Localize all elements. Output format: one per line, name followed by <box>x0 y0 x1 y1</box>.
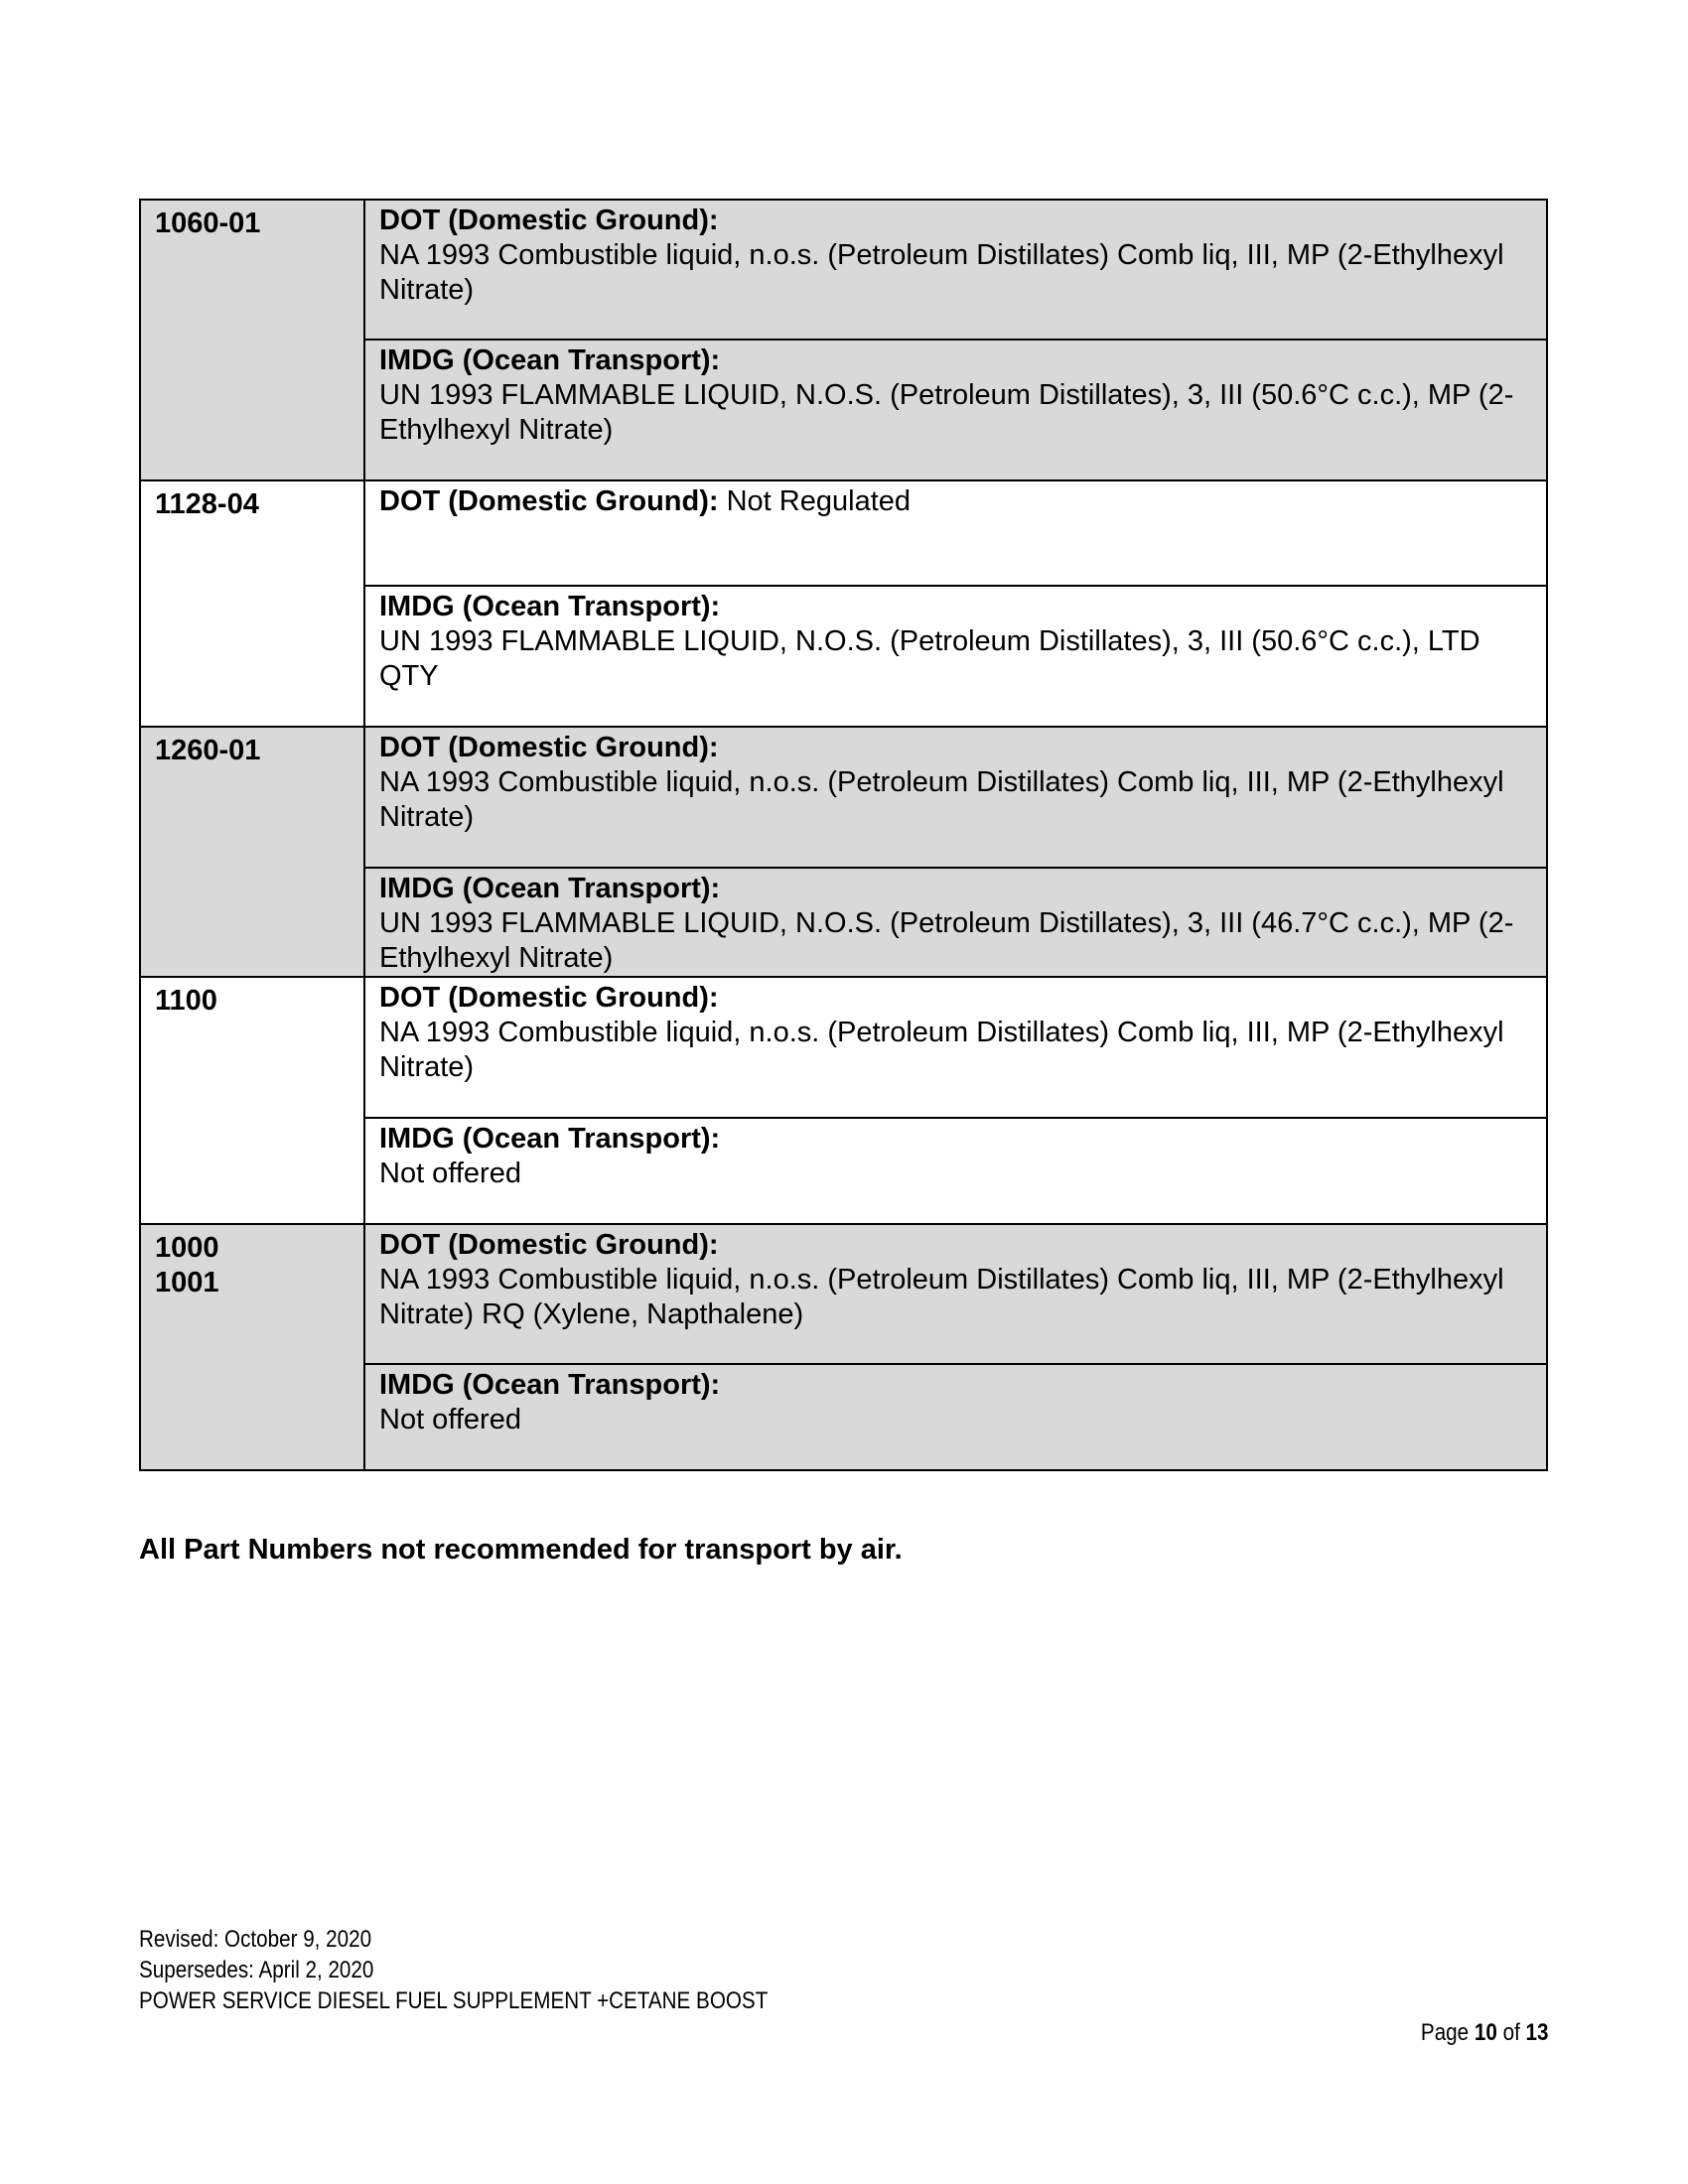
supersedes-date: Supersedes: April 2, 2020 <box>139 1957 374 1983</box>
dot-cell <box>364 1224 1547 1364</box>
revised-date: Revised: October 9, 2020 <box>139 1926 372 1953</box>
dot-cell <box>364 480 1547 586</box>
dot-label: DOT (Domestic Ground): <box>379 205 719 236</box>
imdg-cell <box>364 1118 1547 1224</box>
imdg-label: IMDG (Ocean Transport): <box>379 591 721 622</box>
page-number <box>1420 2019 1548 2047</box>
page-word: Page <box>1420 2019 1469 2046</box>
dot-text: NA 1993 Combustible liquid, n.o.s. (Petroleum Distillates) Comb liq, III, MP (2-Ethylhexyl Nitrate) RQ (Xylene, Napthalene) <box>379 1264 1504 1330</box>
part-number-cell <box>140 1224 364 1470</box>
imdg-label: IMDG (Ocean Transport): <box>379 1123 721 1155</box>
part-number-cell <box>140 200 364 480</box>
dot-cell <box>364 200 1547 340</box>
part-number: 1260-01 <box>155 735 261 766</box>
imdg-cell <box>364 586 1547 727</box>
document-footer <box>139 1924 870 2016</box>
part-number-cell <box>140 727 364 977</box>
imdg-text: Not offered <box>379 1158 521 1189</box>
part-number-cell <box>140 977 364 1224</box>
dot-label: DOT (Domestic Ground): <box>379 485 719 517</box>
part-number: 1060-01 <box>155 207 261 239</box>
table-row <box>140 480 1547 586</box>
page-total: 13 <box>1525 2019 1548 2046</box>
imdg-text: UN 1993 FLAMMABLE LIQUID, N.O.S. (Petroleum Distillates), 3, III (50.6°C c.c.), MP (2-Ethylhexyl Nitrate) <box>379 379 1514 446</box>
table-row <box>140 1224 1547 1364</box>
dot-text: Not Regulated <box>726 485 912 517</box>
imdg-text: Not offered <box>379 1404 521 1435</box>
imdg-label: IMDG (Ocean Transport): <box>379 344 721 376</box>
imdg-cell <box>364 1364 1547 1470</box>
page-of: of <box>1502 2019 1520 2046</box>
dot-text: NA 1993 Combustible liquid, n.o.s. (Petroleum Distillates) Comb liq, III, MP (2-Ethylhexyl Nitrate) <box>379 1017 1504 1083</box>
dot-cell <box>364 977 1547 1118</box>
dot-label: DOT (Domestic Ground): <box>379 732 719 763</box>
part-number: 1128-04 <box>155 488 259 520</box>
table-row <box>140 977 1547 1118</box>
dot-label: DOT (Domestic Ground): <box>379 982 719 1014</box>
table-row <box>140 727 1547 868</box>
dot-cell <box>364 727 1547 868</box>
part-number-cell <box>140 480 364 727</box>
dot-text: NA 1993 Combustible liquid, n.o.s. (Petroleum Distillates) Comb liq, III, MP (2-Ethylhexyl Nitrate) <box>379 239 1504 306</box>
imdg-label: IMDG (Ocean Transport): <box>379 1369 721 1401</box>
imdg-label: IMDG (Ocean Transport): <box>379 873 721 904</box>
part-number: 1100 <box>155 985 217 1017</box>
imdg-text: UN 1993 FLAMMABLE LIQUID, N.O.S. (Petroleum Distillates), 3, III (50.6°C c.c.), LTD QTY <box>379 625 1480 692</box>
page-current: 10 <box>1474 2019 1497 2046</box>
part-number: 1000 <box>155 1232 219 1264</box>
imdg-cell <box>364 868 1547 977</box>
table-row <box>140 200 1547 340</box>
dot-label: DOT (Domestic Ground): <box>379 1229 719 1261</box>
part-number: 1001 <box>155 1267 219 1298</box>
shipping-table <box>139 199 1548 1471</box>
air-transport-note: All Part Numbers not recommended for transport by air. <box>139 1534 903 1566</box>
imdg-text: UN 1993 FLAMMABLE LIQUID, N.O.S. (Petroleum Distillates), 3, III (46.7°C c.c.), MP (2-Ethylhexyl Nitrate) <box>379 907 1514 974</box>
dot-text: NA 1993 Combustible liquid, n.o.s. (Petroleum Distillates) Comb liq, III, MP (2-Ethylhexyl Nitrate) <box>379 766 1504 833</box>
imdg-cell <box>364 340 1547 480</box>
product-name: POWER SERVICE DIESEL FUEL SUPPLEMENT +CETANE BOOST <box>139 1987 769 2014</box>
